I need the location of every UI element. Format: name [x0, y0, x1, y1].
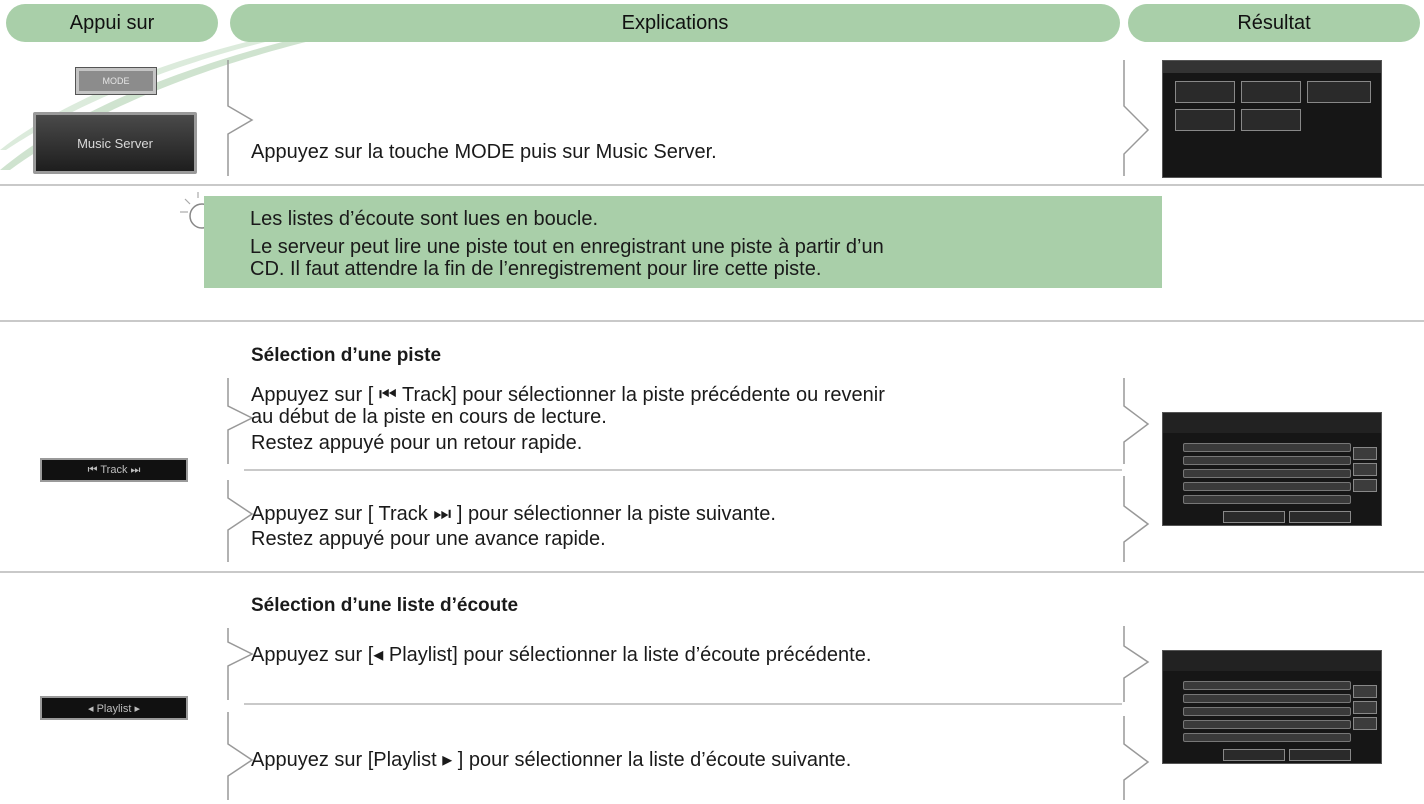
track-next-line: Restez appuyé pour une avance rapide. — [251, 528, 606, 550]
track-button[interactable] — [40, 458, 188, 482]
screen-title-bar — [1163, 61, 1381, 73]
screen-list-row — [1183, 681, 1351, 690]
screen-button — [1307, 81, 1371, 103]
header-col-explications — [230, 4, 1120, 42]
screen-side-button — [1353, 463, 1377, 476]
header-col-resultat — [1128, 4, 1420, 42]
screen-list-row — [1183, 720, 1351, 729]
row-separator — [0, 320, 1424, 322]
screen-bottom-button — [1223, 749, 1285, 761]
result-screenshot-playlist — [1162, 650, 1382, 764]
tip-line: CD. Il faut attendre la fin de l’enregistrement pour lire cette piste. — [250, 258, 822, 280]
screen-list-row — [1183, 482, 1351, 491]
screen-side-button — [1353, 479, 1377, 492]
sub-separator — [244, 469, 1122, 471]
screen-bottom-button — [1223, 511, 1285, 523]
bracket-chevron — [1122, 624, 1154, 802]
screen-list-row — [1183, 495, 1351, 504]
screen-button — [1175, 81, 1235, 103]
playlist-button[interactable] — [40, 696, 188, 720]
music-server-label: Music Server — [77, 135, 153, 151]
screen-bottom-button — [1289, 511, 1351, 523]
screen-bottom-button — [1289, 749, 1351, 761]
section-title-track: Sélection d’une piste — [251, 345, 442, 366]
screen-list-row — [1183, 694, 1351, 703]
result-screenshot-mode — [1162, 60, 1382, 178]
music-server-button[interactable] — [33, 112, 197, 174]
row-separator — [0, 184, 1424, 186]
track-next-line: Appuyez sur [ Track ⏭ ] pour sélectionner la piste suivante. — [251, 503, 776, 525]
screen-button — [1175, 109, 1235, 131]
screen-title-bar — [1163, 651, 1381, 671]
screen-side-button — [1353, 717, 1377, 730]
header-label: Explications — [621, 11, 729, 34]
tip-line: Les listes d’écoute sont lues en boucle. — [250, 208, 598, 230]
header-col-appui — [6, 4, 218, 42]
track-prev-line: Appuyez sur [ ⏮ Track] pour sélectionner la piste précédente ou revenir — [251, 384, 885, 406]
screen-list-row — [1183, 469, 1351, 478]
screen-side-button — [1353, 701, 1377, 714]
section-title-playlist: Sélection d’une liste d’écoute — [251, 595, 519, 616]
screen-button — [1241, 109, 1301, 131]
screen-button — [1241, 81, 1301, 103]
bracket-chevron — [1122, 58, 1154, 178]
screen-list-row — [1183, 733, 1351, 742]
mode-button-label: MODE — [102, 76, 130, 86]
playlist-next-line: Appuyez sur [Playlist ▸ ] pour sélectionner la liste d’écoute suivante. — [251, 749, 852, 771]
sub-separator — [244, 703, 1122, 705]
explanation-row1: Appuyez sur la touche MODE puis sur Music Server. — [251, 141, 717, 163]
screen-list-row — [1183, 456, 1351, 465]
result-screenshot-track — [1162, 412, 1382, 526]
screen-list-row — [1183, 443, 1351, 452]
header-label: Appui sur — [69, 11, 155, 34]
screen-list-row — [1183, 707, 1351, 716]
track-button-label: ⏮ Track ⏭ — [87, 463, 141, 476]
tip-line: Le serveur peut lire une piste tout en enregistrant une piste à partir d’un — [250, 236, 884, 258]
track-prev-line: au début de la piste en cours de lecture. — [251, 406, 607, 428]
track-prev-line: Restez appuyé pour un retour rapide. — [251, 432, 583, 454]
mode-button[interactable] — [76, 68, 156, 94]
screen-title-bar — [1163, 413, 1381, 433]
playlist-prev-line: Appuyez sur [◂ Playlist] pour sélectionner la liste d’écoute précédente. — [251, 644, 872, 666]
screen-side-button — [1353, 685, 1377, 698]
row-separator — [0, 571, 1424, 573]
tip-box — [204, 196, 1162, 288]
header-label: Résultat — [1237, 11, 1311, 34]
playlist-button-label: ◂ Playlist ▸ — [88, 702, 140, 715]
bracket-chevron — [1122, 376, 1154, 564]
screen-side-button — [1353, 447, 1377, 460]
